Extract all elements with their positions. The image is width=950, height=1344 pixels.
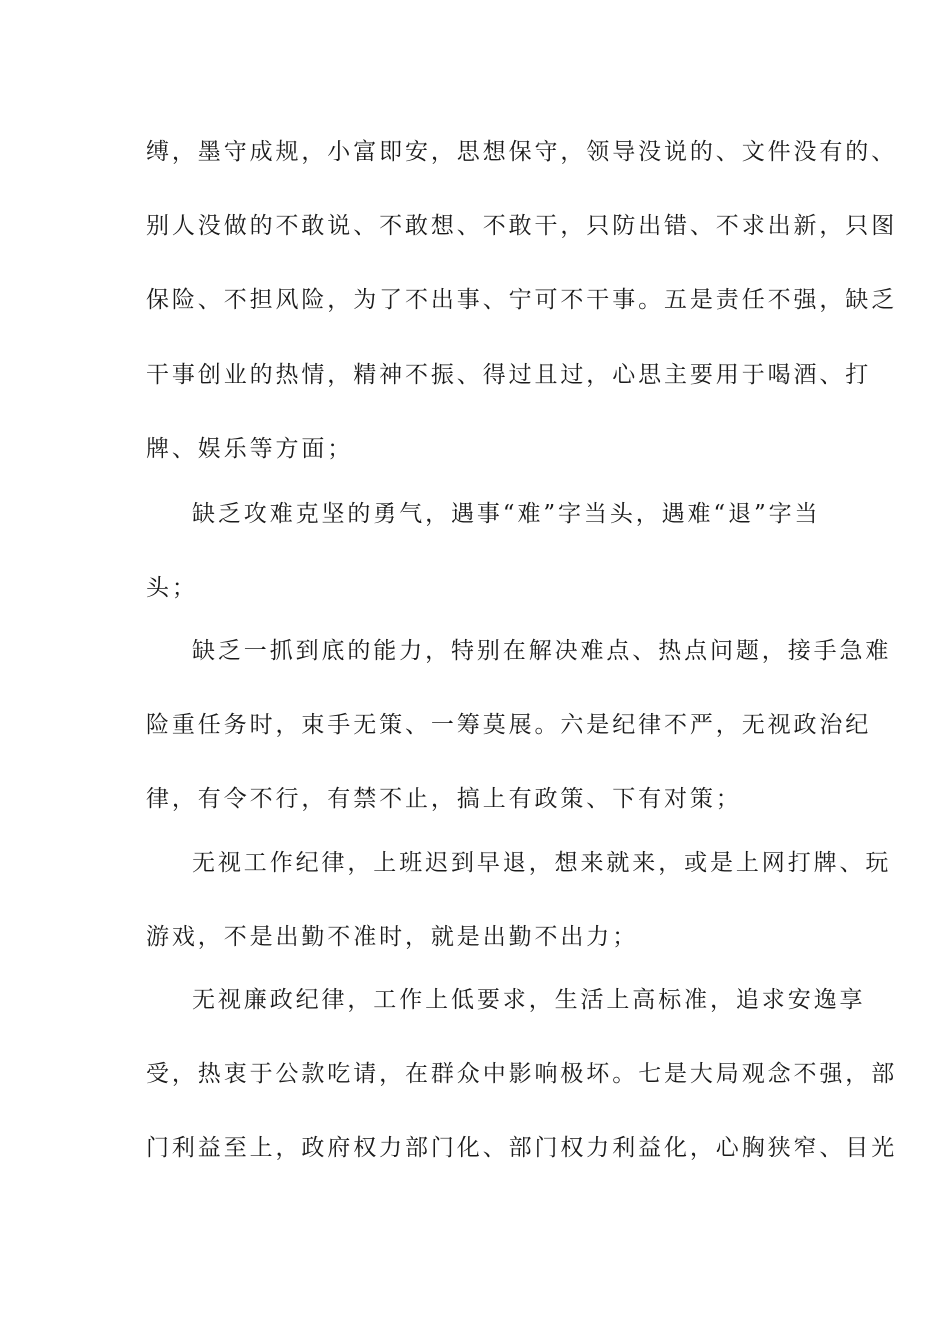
paragraph-first-line: 缺乏攻难克坚的勇气，遇事“难”字当头，遇难“退”字当 (192, 501, 821, 527)
text-line: 别人没做的不敢说、不敢想、不敢干，只防出错、不求出新，只图 (146, 213, 898, 239)
text-line: 受，热衷于公款吃请，在群众中影响极坏。七是大局观念不强，部 (146, 1061, 898, 1087)
text-line: 门利益至上，政府权力部门化、部门权力利益化，心胸狭窄、目光 (146, 1135, 898, 1161)
text-line: 险重任务时，束手无策、一筹莫展。六是纪律不严，无视政治纪 (146, 712, 872, 738)
paragraph-first-line: 无视廉政纪律，工作上低要求，生活上高标准，追求安逸享 (192, 987, 866, 1013)
text-line: 牌、娱乐等方面； (146, 436, 354, 462)
text-line: 律，有令不行，有禁不止，搞上有政策、下有对策； (146, 786, 742, 812)
text-line: 干事创业的热情，精神不振、得过且过，心思主要用于喝酒、打 (146, 362, 872, 388)
text-line: 保险、不担风险，为了不出事、宁可不干事。五是责任不强，缺乏 (146, 287, 898, 313)
text-line: 缚，墨守成规，小富即安，思想保守，领导没说的、文件没有的、 (146, 139, 898, 165)
text-line: 头； (146, 575, 198, 601)
text-line: 游戏，不是出勤不准时，就是出勤不出力； (146, 924, 639, 950)
paragraph-first-line: 无视工作纪律，上班迟到早退，想来就来，或是上网打牌、玩 (192, 850, 892, 876)
paragraph-first-line: 缺乏一抓到底的能力，特别在解决难点、热点问题，接手急难 (192, 638, 892, 664)
